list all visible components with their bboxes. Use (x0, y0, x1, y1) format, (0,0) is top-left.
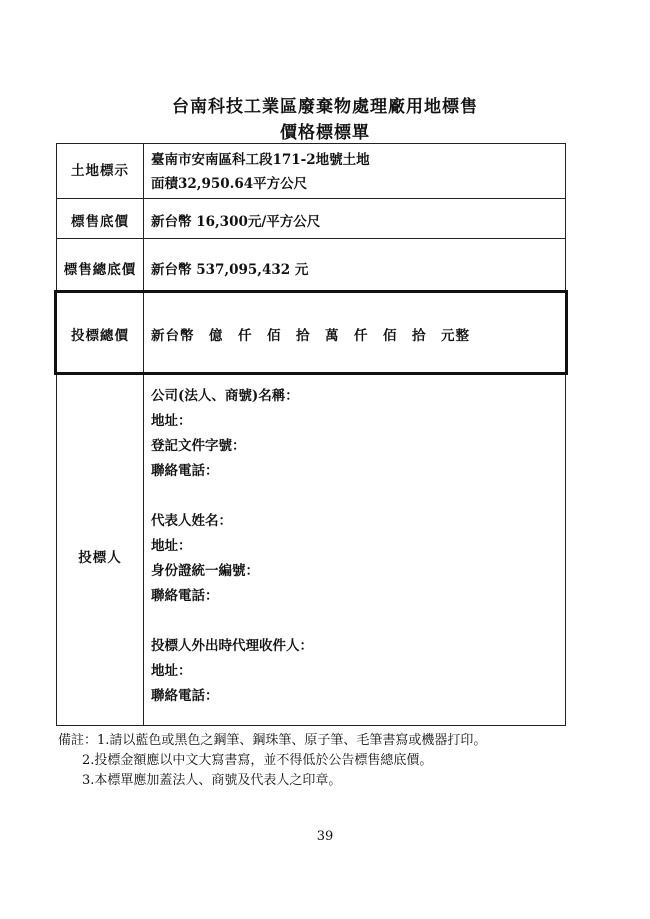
document-subtitle: 價格標標單 (280, 123, 370, 143)
land-area: 面積32,950.64平方公尺 (151, 176, 308, 192)
land-label: 土地標示 (71, 163, 129, 179)
company-name-field[interactable]: 公司(法人、商號)名稱： (151, 388, 299, 404)
column-divider (143, 144, 144, 725)
bid-form-table (56, 143, 566, 726)
agent-phone-field[interactable]: 聯絡電話： (151, 688, 219, 704)
page-number: 39 (316, 829, 334, 844)
company-phone-field[interactable]: 聯絡電話： (151, 463, 219, 479)
bidder-label: 投標人 (78, 550, 122, 566)
bid-total-label: 投標總價 (71, 328, 129, 344)
company-address-field[interactable]: 地址： (151, 413, 192, 429)
representative-phone-field[interactable]: 聯絡電話： (151, 588, 219, 604)
total-base-price-label: 標售總底價 (63, 262, 137, 278)
land-location: 臺南市安南區科工段171-2地號土地 (151, 152, 370, 168)
note-2: 2.投標金額應以中文大寫書寫，並不得低於公告標售總底價。 (82, 753, 433, 768)
row-divider (57, 238, 565, 239)
id-number-field[interactable]: 身份證統一編號： (151, 563, 259, 579)
representative-name-field[interactable]: 代表人姓名： (151, 513, 232, 529)
note-1: 備註：1.請以藍色或黑色之鋼筆、鋼珠筆、原子筆、毛筆書寫或機器打印。 (58, 733, 487, 748)
notes-section (58, 731, 486, 791)
total-base-price-value: 新台幣 537,095,432 元 (151, 262, 309, 278)
bidder-fields (151, 384, 313, 709)
bid-total-amount-field[interactable]: 新台幣 億 仟 佰 拾 萬 仟 佰 拾 元整 (151, 328, 470, 344)
document-title: 台南科技工業區廢棄物處理廠用地標售 (172, 97, 478, 117)
base-price-label: 標售底價 (71, 214, 129, 230)
representative-address-field[interactable]: 地址： (151, 538, 192, 554)
base-price-value: 新台幣 16,300元/平方公尺 (151, 214, 321, 230)
agent-address-field[interactable]: 地址： (151, 663, 192, 679)
note-3: 3.本標單應加蓋法人、商號及代表人之印章。 (82, 773, 342, 788)
registration-number-field[interactable]: 登記文件字號： (151, 438, 246, 454)
row-divider (57, 198, 565, 199)
agent-name-field[interactable]: 投標人外出時代理收件人： (151, 638, 313, 654)
